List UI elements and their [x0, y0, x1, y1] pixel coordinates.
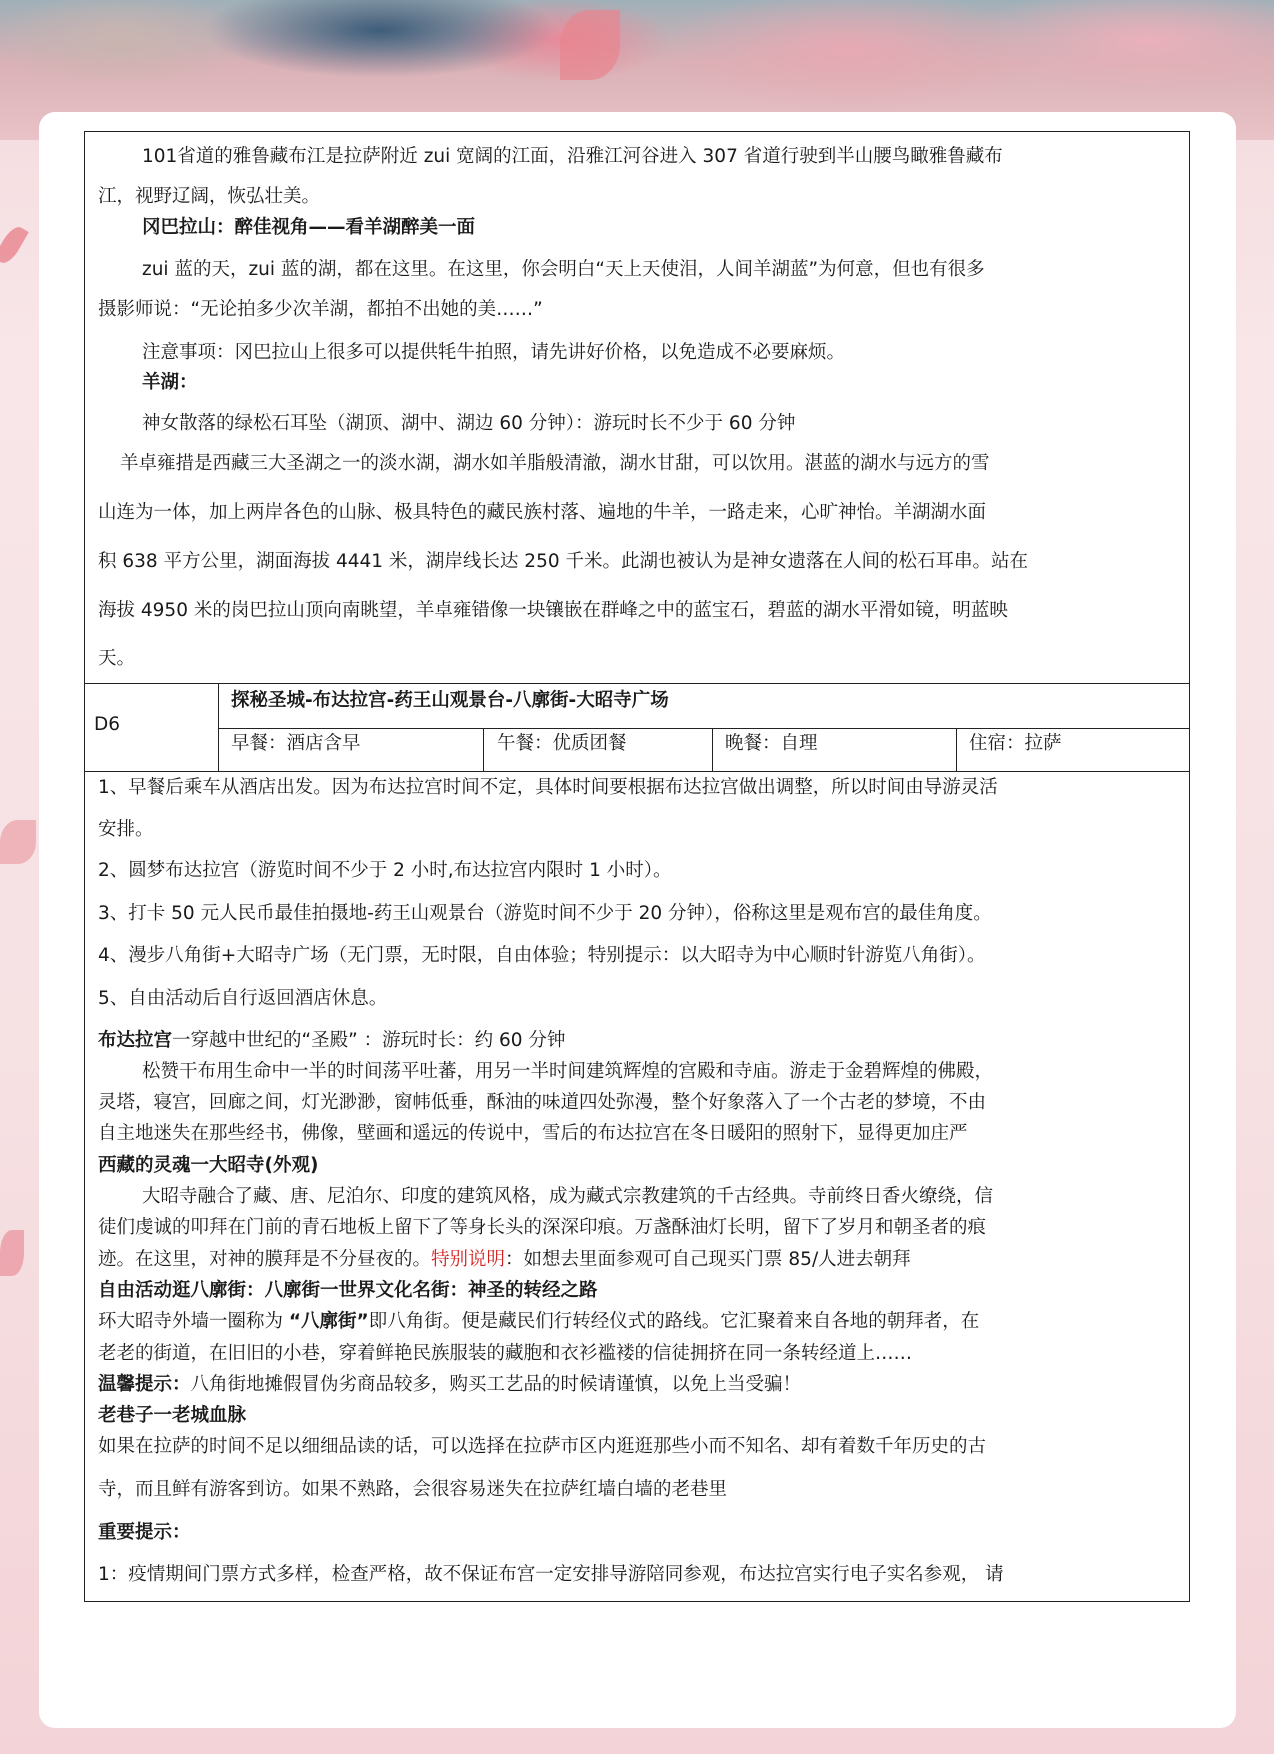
paragraph-line — [98, 1310, 979, 1334]
paragraph-line: 徒们虔诚的叩拜在门前的青石地板上留下了等身长头的深深印痕。万盏酥油灯长明，留下了岁月和朝圣者的痕 — [98, 1217, 987, 1238]
row-divider — [84, 771, 1190, 772]
potala-heading-rest: 一穿越中世纪的“圣殿” ：游玩时长：约 60 分钟 — [172, 1030, 566, 1051]
petal-decoration — [560, 10, 620, 80]
meal-dinner: 晚餐：自理 — [725, 733, 818, 754]
paragraph-line: 摄影师说：“无论拍多少次羊湖，都拍不出她的美……” — [98, 299, 543, 320]
note-text: 注意事项：冈巴拉山上很多可以提供牦牛拍照，请先讲好价格，以免造成不必要麻烦。 — [142, 342, 846, 363]
day-title: 探秘圣城-布达拉宫-药王山观景台-八廓街-大昭寺广场 — [231, 690, 669, 711]
itinerary-line: 安排。 — [98, 819, 154, 840]
itinerary-line: 1、早餐后乘车从酒店出发。因为布达拉宫时间不定，具体时间要根据布达拉宫做出调整，所以时间由导游灵活 — [98, 777, 998, 798]
petal-decoration — [0, 223, 29, 267]
alley-heading: 老巷子一老城血脉 — [98, 1405, 247, 1426]
petal-decoration — [0, 820, 36, 864]
paragraph-line: 羊卓雍措是西藏三大圣湖之一的淡水湖，湖水如羊脂般清澈，湖水甘甜，可以饮用。湛蓝的湖水与远方的雪 — [120, 453, 990, 474]
barkhor-heading: 自由活动逛八廓街：八廓街一世界文化名街：神圣的转经之路 — [98, 1280, 598, 1301]
paragraph-line: 江，视野辽阔，恢弘壮美。 — [98, 186, 321, 207]
col-divider — [712, 728, 713, 771]
text: ：如想去里面参观可自己现买门票 85/人进去朝拜 — [505, 1249, 911, 1270]
itinerary-line: 5、自由活动后自行返回酒店休息。 — [98, 988, 388, 1009]
text: 环大昭寺外墙一圈称为 — [98, 1311, 289, 1332]
day-label: D6 — [94, 714, 121, 735]
paragraph-line: 寺，而且鲜有游客到访。如果不熟路，会很容易迷失在拉萨红墙白墙的老巷里 — [98, 1479, 728, 1500]
paragraph-line: 积 638 平方公里，湖面海拔 4441 米，湖岸线长达 250 千米。此湖也被认为是神女遗落在人间的松石耳串。站在 — [98, 551, 1028, 572]
potala-heading — [98, 1029, 565, 1053]
paragraph-line: 1：疫情期间门票方式多样，检查严格，故不保证布宫一定安排导游陪同参观，布达拉宫实行电子实名参观， 请 — [98, 1564, 1004, 1585]
col-divider — [956, 728, 957, 771]
tip-line — [98, 1373, 801, 1397]
tip-text: 八角街地摊假冒伪劣商品较多，购买工艺品的时候请谨慎，以免上当受骗！ — [190, 1374, 802, 1395]
paragraph-line: 天。 — [98, 648, 136, 669]
section-heading: 羊湖： — [142, 372, 198, 393]
meal-lunch: 午餐：优质团餐 — [497, 733, 627, 754]
barkhor-name: “八廓街” — [288, 1311, 369, 1332]
paragraph-line: 海拔 4950 米的岗巴拉山顶向南眺望，羊卓雍错像一块镶嵌在群峰之中的蓝宝石，碧蓝的湖水平滑如镜，明蓝映 — [98, 600, 1008, 621]
paragraph-line: 松赞干布用生命中一半的时间荡平吐蕃，用另一半时间建筑辉煌的宫殿和寺庙。游走于金碧辉煌的佛殿， — [142, 1061, 994, 1082]
tip-label: 温馨提示： — [98, 1374, 191, 1395]
paragraph-line: 老老的街道，在旧旧的小巷，穿着鲜艳民族服装的藏胞和衣衫褴褛的信徒拥挤在同一条转经道上…… — [98, 1343, 913, 1364]
itinerary-line: 2、圆梦布达拉宫（游览时间不少于 2 小时,布达拉宫内限时 1 小时）。 — [98, 860, 672, 881]
paragraph-line: 灵塔，寝宫，回廊之间，灯光渺渺，窗帏低垂，酥油的味道四处弥漫，整个好象落入了一个古老的梦境，不由 — [98, 1092, 987, 1113]
col-divider — [483, 728, 484, 771]
paragraph-line: 如果在拉萨的时间不足以细细品读的话，可以选择在拉萨市区内逛逛那些小而不知名、却有着数千年历史的古 — [98, 1436, 987, 1457]
itinerary-line: 4、漫步八角街+大昭寺广场（无门票，无时限，自由体验；特别提示：以大昭寺为中心顺时针游览八角街）。 — [98, 945, 986, 966]
subheading-text: 神女散落的绿松石耳坠（湖顶、湖中、湖边 60 分钟）：游玩时长不少于 60 分钟 — [142, 413, 796, 434]
paragraph-line: 大昭寺融合了藏、唐、尼泊尔、印度的建筑风格，成为藏式宗教建筑的千古经典。寺前终日香火缭绕，信 — [142, 1186, 994, 1207]
itinerary-line: 3、打卡 50 元人民币最佳拍摄地-药王山观景台（游览时间不少于 20 分钟），俗称这里是观布宫的最佳角度。 — [98, 903, 992, 924]
potala-heading-bold: 布达拉宫 — [98, 1030, 173, 1051]
accommodation: 住宿：拉萨 — [969, 733, 1062, 754]
meal-breakfast: 早餐：酒店含早 — [231, 733, 361, 754]
paragraph-line: 山连为一体，加上两岸各色的山脉、极具特色的藏民族村落、遍地的牛羊，一路走来，心旷神怡。羊湖湖水面 — [98, 502, 987, 523]
text: 即八角街。便是藏民们行转经仪式的路线。它汇聚着来自各地的朝拜者，在 — [368, 1311, 980, 1332]
paragraph-line: zui 蓝的天，zui 蓝的湖，都在这里。在这里，你会明白“天上天使泪，人间羊湖蓝”为何意，但也有很多 — [142, 259, 985, 280]
jokhang-heading: 西藏的灵魂一大昭寺(外观) — [98, 1155, 319, 1176]
row-divider — [218, 728, 1190, 729]
col-divider — [218, 683, 219, 771]
important-heading: 重要提示： — [98, 1522, 191, 1543]
text: 迹。在这里，对神的膜拜是不分昼夜的。 — [98, 1249, 432, 1270]
section-heading: 冈巴拉山：醉佳视角——看羊湖醉美一面 — [142, 217, 476, 238]
special-note-label: 特别说明 — [431, 1249, 506, 1270]
paragraph-line — [98, 1248, 911, 1272]
petal-decoration — [0, 1230, 24, 1276]
row-divider — [84, 683, 1190, 684]
paragraph-line: 自主地迷失在那些经书，佛像，壁画和遥远的传说中，雪后的布达拉宫在冬日暖阳的照射下，显得更加庄严 — [98, 1123, 968, 1144]
paragraph-line: 101省道的雅鲁藏布江是拉萨附近 zui 宽阔的江面，沿雅江河谷进入 307 省道行驶到半山腰鸟瞰雅鲁藏布 — [142, 146, 1003, 167]
